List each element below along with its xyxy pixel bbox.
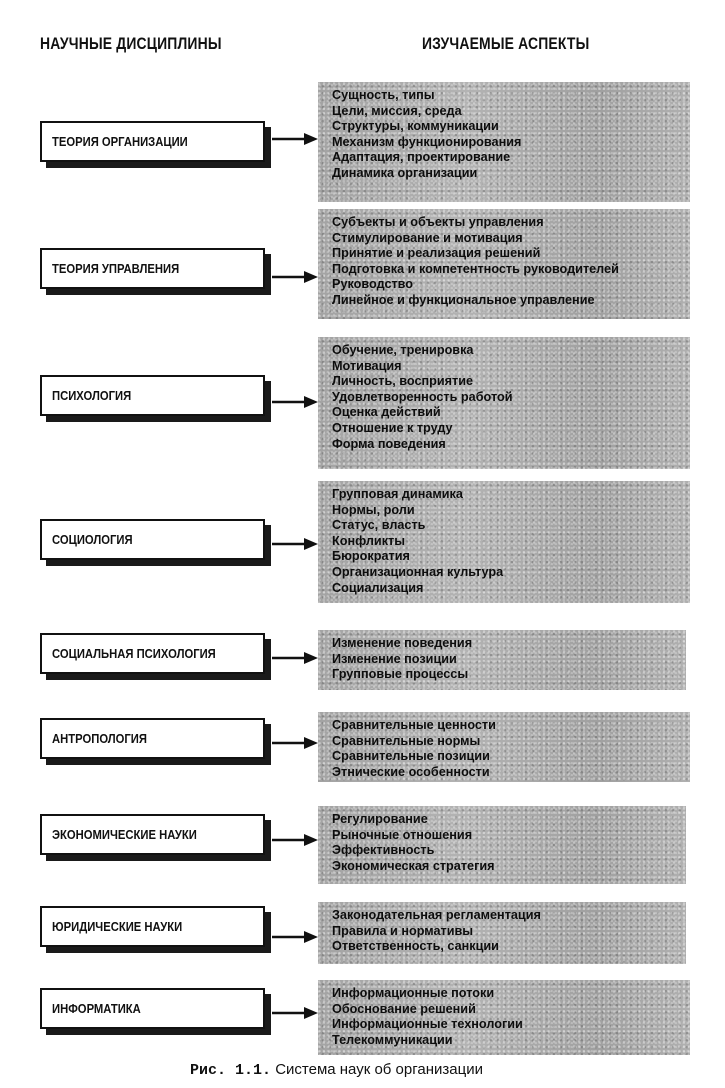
aspect-item: Отношение к труду — [332, 419, 453, 435]
connector-arrow-icon — [272, 270, 318, 284]
aspect-item: Форма поведения — [332, 435, 446, 451]
aspect-item: Изменение позиции — [332, 650, 457, 666]
aspect-item: Регулирование — [332, 811, 428, 826]
aspect-item: Руководство — [332, 276, 414, 292]
discipline-box — [40, 519, 265, 560]
discipline-box — [40, 375, 265, 416]
discipline-box — [40, 121, 265, 162]
aspect-item: Групповая динамика — [332, 486, 463, 501]
discipline-label: ЭКОНОМИЧЕСКИЕ НАУКИ — [52, 827, 197, 842]
aspects-box — [318, 980, 690, 1055]
discipline-label: ПСИХОЛОГИЯ — [52, 388, 132, 403]
aspect-item: Изменение поведения — [332, 635, 473, 650]
aspect-item: Принятие и реализация решений — [332, 245, 541, 261]
aspect-item: Удовлетворенность работой — [332, 388, 513, 404]
aspect-item: Сравнительные ценности — [332, 717, 496, 732]
aspect-item: Телекоммуникации — [332, 1031, 453, 1047]
disciplines-column-header: НАУЧНЫЕ ДИСЦИПЛИНЫ — [40, 34, 222, 53]
aspect-item: Правила и нормативы — [332, 922, 474, 938]
aspect-item: Адаптация, проектирование — [332, 149, 511, 165]
aspects-box — [318, 209, 690, 319]
aspect-item: Этнические особенности — [332, 763, 490, 779]
aspect-item: Механизм функционирования — [332, 133, 522, 149]
figure-caption — [190, 1061, 483, 1079]
aspects-box — [318, 806, 686, 884]
aspect-item: Нормы, роли — [332, 501, 415, 517]
aspects-box — [318, 82, 690, 202]
aspect-item: Экономическая стратегия — [332, 857, 495, 873]
aspect-item: Организационная культура — [332, 563, 504, 579]
aspect-item: Подготовка и компетентность руководителей — [332, 260, 619, 276]
aspect-item: Информационные потоки — [332, 985, 495, 1000]
aspect-item: Личность, восприятие — [332, 373, 474, 389]
aspect-item: Мотивация — [332, 357, 402, 373]
aspect-item: Линейное и функциональное управление — [332, 291, 595, 307]
aspect-item: Сравнительные позиции — [332, 748, 490, 764]
aspect-item: Сравнительные нормы — [332, 732, 481, 748]
discipline-label: ТЕОРИЯ ОРГАНИЗАЦИИ — [52, 134, 188, 149]
aspect-item: Цели, миссия, среда — [332, 102, 462, 118]
aspects-box — [318, 481, 690, 603]
aspect-item: Структуры, коммуникации — [332, 118, 499, 134]
aspect-item: Ответственность, санкции — [332, 938, 499, 954]
aspect-item: Бюрократия — [332, 548, 410, 564]
discipline-box — [40, 718, 265, 759]
connector-arrow-icon — [272, 132, 318, 146]
aspect-item: Обучение, тренировка — [332, 342, 474, 357]
discipline-label: АНТРОПОЛОГИЯ — [52, 731, 147, 746]
aspect-item: Динамика организации — [332, 164, 478, 180]
connector-arrow-icon — [272, 395, 318, 409]
discipline-label: ТЕОРИЯ УПРАВЛЕНИЯ — [52, 261, 180, 276]
figure-caption-label: Рис. 1.1. — [190, 1062, 272, 1079]
aspect-item: Законодательная регламентация — [332, 907, 541, 922]
aspects-box — [318, 337, 690, 469]
aspect-item: Сущность, типы — [332, 87, 435, 102]
discipline-box — [40, 814, 265, 855]
discipline-label: СОЦИАЛЬНАЯ ПСИХОЛОГИЯ — [52, 646, 216, 661]
discipline-label: СОЦИОЛОГИЯ — [52, 532, 133, 547]
connector-arrow-icon — [272, 1006, 318, 1020]
aspects-box — [318, 630, 686, 690]
aspects-column-header: ИЗУЧАЕМЫЕ АСПЕКТЫ — [422, 34, 590, 53]
aspect-item: Социализация — [332, 579, 424, 595]
connector-arrow-icon — [272, 537, 318, 551]
aspect-item: Обоснование решений — [332, 1000, 476, 1016]
aspect-item: Стимулирование и мотивация — [332, 229, 523, 245]
aspect-item: Оценка действий — [332, 404, 441, 420]
aspect-item: Информационные технологии — [332, 1016, 523, 1032]
aspect-item: Групповые процессы — [332, 666, 469, 682]
discipline-box — [40, 633, 265, 674]
connector-arrow-icon — [272, 930, 318, 944]
discipline-label: ИНФОРМАТИКА — [52, 1001, 141, 1016]
discipline-box — [40, 248, 265, 289]
connector-arrow-icon — [272, 736, 318, 750]
aspect-item: Субъекты и объекты управления — [332, 214, 544, 229]
aspect-item: Статус, власть — [332, 517, 426, 533]
discipline-box — [40, 988, 265, 1029]
discipline-box — [40, 906, 265, 947]
aspect-item: Эффективность — [332, 842, 435, 858]
connector-arrow-icon — [272, 833, 318, 847]
discipline-label: ЮРИДИЧЕСКИЕ НАУКИ — [52, 919, 183, 934]
aspect-item: Конфликты — [332, 532, 406, 548]
aspects-box — [318, 712, 690, 782]
figure-caption-text: Система наук об организации — [275, 1061, 483, 1078]
connector-arrow-icon — [272, 651, 318, 665]
aspects-box — [318, 902, 686, 964]
aspect-item: Рыночные отношения — [332, 826, 473, 842]
